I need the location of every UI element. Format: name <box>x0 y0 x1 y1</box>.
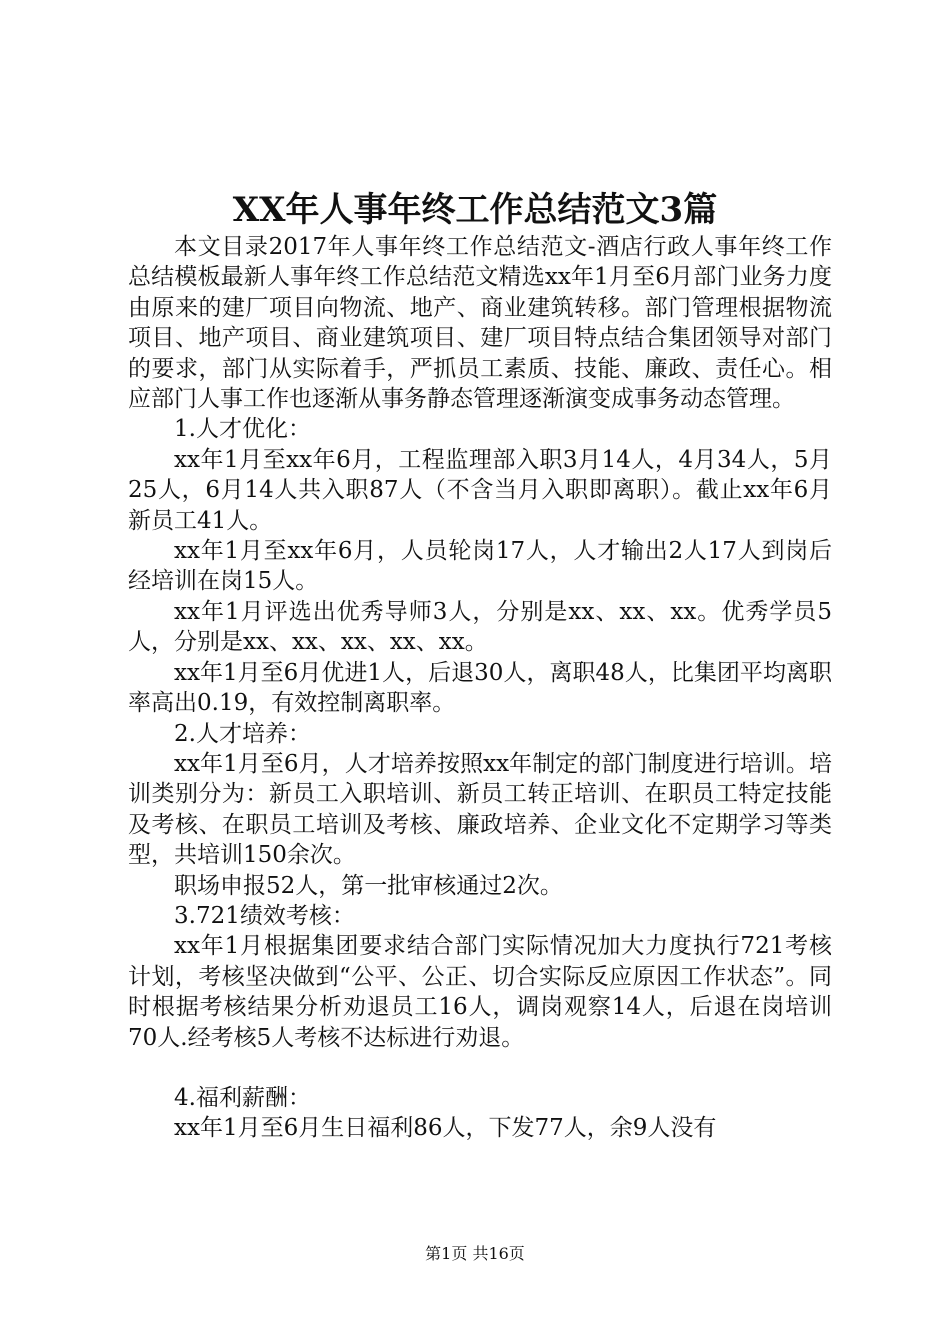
section-heading-benefits: 4.福利薪酬： <box>174 1084 311 1111</box>
page-footer: 第1页 共16页 <box>425 1244 525 1263</box>
paragraph-rotation-stats: xx年1月至xx年6月，人员轮岗17人，人才输出2人17人到岗后经培训在岗15人。 <box>128 538 832 595</box>
page-title: XX年人事年终工作总结范文3篇 <box>232 190 718 230</box>
section-heading-talent-optimization: 1.人才优化： <box>174 416 311 443</box>
intro-paragraph: 本文目录2017年人事年终工作总结范文-酒店行政人事年终工作总结模板最新人事年终工作总结范文精选xx年1月至6月部门业务力度由原来的建厂项目向物流、地产、商业建筑转移。部门管理根据物流项目、地产项目、商业建筑项目、建厂项目特点结合集团领导对部门的要求，部门从实际着手，严抓员工素质、技能、廉政、责任心。相应部门人事工作也逐渐从事务静态管理逐渐演变成事务动态管理。 <box>128 234 832 413</box>
paragraph-title-declaration: 职场申报52人，第一批审核通过2次。 <box>174 872 563 899</box>
section-heading-721-assessment: 3.721绩效考核： <box>174 902 355 929</box>
paragraph-spacer <box>128 1053 832 1083</box>
section-heading-talent-training: 2.人才培养： <box>174 720 311 747</box>
paragraph-hiring-stats: xx年1月至xx年6月，工程监理部入职3月14人，4月34人，5月25人，6月14人共入职87人（不含当月入职即离职）。截止xx年6月新员工41人。 <box>128 446 832 534</box>
paragraph-mentor-selection: xx年1月评选出优秀导师3人，分别是xx、xx、xx。优秀学员5人，分别是xx、xx、xx、xx、xx。 <box>128 598 832 656</box>
paragraph-assessment-results: xx年1月根据集团要求结合部门实际情况加大力度执行721考核计划，考核坚决做到“公平、公正、切合实际反应原因工作状态”。同时根据考核结果分析劝退员工16人，调岗观察14人，后退在岗培训70人.经考核5人考核不达标进行劝退。 <box>128 933 832 1051</box>
document-body <box>128 232 832 1144</box>
paragraph-attrition: xx年1月至6月优进1人，后退30人，离职48人，比集团平均离职率高出0.19，有效控制离职率。 <box>128 659 832 717</box>
paragraph-training-plan: xx年1月至6月，人才培养按照xx年制定的部门制度进行培训。培训类别分为：新员工入职培训、新员工转正培训、在职员工特定技能及考核、在职员工培训及考核、廉政培养、企业文化不定期学习等类型，共培训150余次。 <box>128 750 832 869</box>
paragraph-birthday-benefits: xx年1月至6月生日福利86人，下发77人，余9人没有 <box>174 1115 717 1142</box>
